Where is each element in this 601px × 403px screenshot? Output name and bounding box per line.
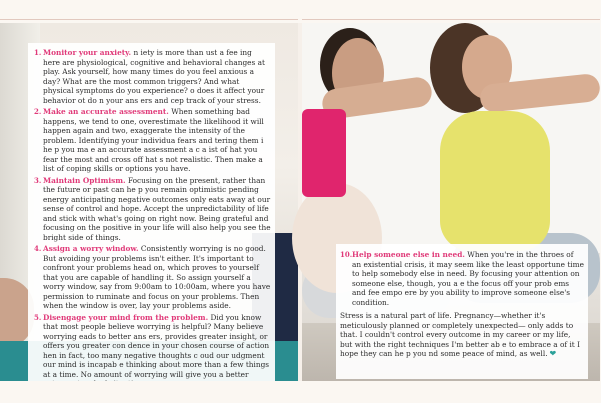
tip-number: 4.: [34, 244, 42, 253]
tip-item-4: [34, 244, 271, 311]
closing-text: Stress is a natural part of life. Pregnancy—whether it's meticulously planned or completely unexpected— only adds to that. I couldn't control every outcome in my career or my life, but with the right techniques I'm better ab e to embrace a of it I hope they can he p you nd some peace of mind, as well.: [340, 311, 580, 358]
tip-heading: Help someone else in need.: [352, 250, 465, 259]
left-page: [0, 23, 298, 381]
tip-item-10: [340, 250, 584, 307]
right-page: [302, 23, 600, 381]
tip-number: 5.: [34, 312, 42, 322]
top-rule-right: [302, 19, 600, 20]
tip-heading: Disengage your mind from the problem.: [43, 312, 209, 322]
tip-heading: Assign a worry window.: [43, 244, 139, 253]
tip-heading: Maintain Optimism.: [43, 175, 126, 185]
page-bottom-margin: [0, 381, 600, 403]
closing-text-panel: [336, 244, 588, 379]
woman-2-yellow-top: [440, 111, 550, 251]
tip-body: Did you know that most people believe worrying is helpful? Many believe worrying eads to better ans ers, provides greater insight, or offers you greater con dence in your chosen course of action hen in fact, too many negative thoughts c oud our udgment our mind is incapab e thinking about more than a few things at a time. No amount of worrying will give you a better: [43, 312, 270, 379]
tip-heading: Make an accurate assessment.: [43, 107, 169, 116]
tip-body: Focusing on the present, rather than the future or past can he p you remain optimistic pending energy anticipating negative outcomes only eats away at our sense of control and hope. Accept the unpredictability of life and stick with what's going on right now. Being grateful and focusing on the positive in your life will also help you see the bright side of things.: [43, 175, 271, 242]
tip-number: 10.: [340, 250, 353, 259]
heart-icon: ❤: [549, 349, 557, 358]
closing-paragraph: [340, 311, 584, 359]
tip-item-2: [34, 107, 271, 174]
tip-number: 1.: [34, 48, 42, 57]
tip-body: When you're in the throes of an existential crisis, it may seem like the least opportune time to help somebody else in need. By focusing your attention on someone else, though, you a e the focus off your prob ems and fee empo ere by you ability to improve someone else's condition.: [352, 250, 584, 307]
tip-item-3: [34, 176, 271, 243]
tips-text-panel: [28, 43, 275, 390]
tip-body: n iety is more than ust a fee ing here are physiological, cognitive and behavioral changes at play. Ask yourself, how many times do you feel anxious a day? What are the most common triggers? And what physical symptoms do you experience? o does it affect your behavior ot do n your ans ers and cep track of your stress.: [43, 48, 265, 105]
tip-heading: Monitor your anxiety.: [43, 48, 132, 57]
tip-body: Consistently worrying is no good. But avoiding your problems isn't either. It's important to confront your problems head on, which proves to yourself that you are capable of handling it. So assign yourself a worry window, say from 9:00am to 10:00am, where you have permission to ruminate and focus on your problems. Then when the window is over, lay your problems aside.: [43, 244, 271, 310]
tip-body: When something bad happens, we tend to one, overestimate the likelihood it will happen again and two, exaggerate the intensity of the problem. Identifying your individua fears and tering them i he p you ma e an accurate assessment a c a ist of hat you fear the most and cross off hat s not realistic. Then make a list of coping skills or options you have.: [43, 107, 264, 173]
tip-number: 3.: [34, 175, 42, 185]
woman-1-pink-top: [302, 109, 346, 197]
tip-number: 2.: [34, 107, 42, 116]
top-rule-left: [0, 19, 298, 20]
tip-item-5: [34, 313, 271, 389]
tip-item-1: [34, 48, 271, 105]
